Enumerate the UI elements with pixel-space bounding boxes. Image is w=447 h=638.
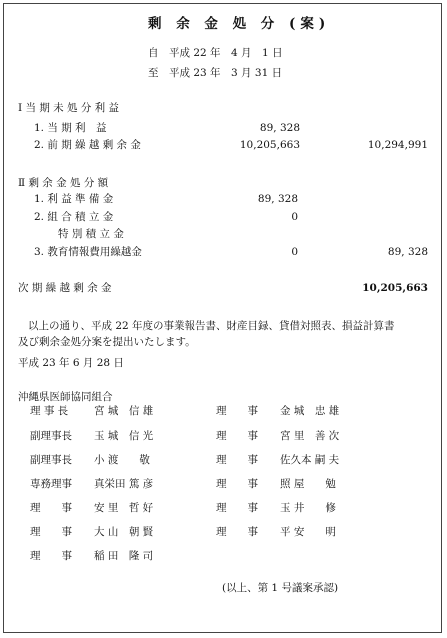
section2-item2-sub-label: 特 別 積 立 金 xyxy=(58,228,124,240)
signatory-name: 金 城 忠 雄 xyxy=(280,405,340,417)
signatory-name: 宮 里 善 次 xyxy=(280,430,340,442)
signatory-title: 理 事 xyxy=(216,526,258,538)
signatory-name: 平 安 明 xyxy=(280,526,336,538)
section1-item1-label: 1. 当 期 利 益 xyxy=(34,122,107,134)
signatory-title: 理 事 xyxy=(216,478,258,490)
document-title: 剰 余 金 処 分 (案) xyxy=(148,16,331,32)
signatory-name: 安 里 哲 好 xyxy=(94,502,154,514)
signatory-name: 照 屋 勉 xyxy=(280,478,336,490)
signatory-title: 副理事長 xyxy=(30,454,72,466)
section2-item3-value: 0 xyxy=(291,246,298,258)
carryover-label: 次 期 繰 越 剰 余 金 xyxy=(18,282,112,294)
signatory-name: 玉 城 信 光 xyxy=(94,430,154,442)
signatory-name: 稲 田 隆 司 xyxy=(94,550,154,562)
section1-item1-value: 89, 328 xyxy=(259,122,300,134)
section2-item1-value: 89, 328 xyxy=(257,193,298,205)
signatory-name: 佐久本 嗣 夫 xyxy=(280,454,340,466)
signatory-title: 理 事 xyxy=(216,405,258,417)
signatory-title: 理 事 xyxy=(30,502,72,514)
paragraph-line-2: 及び剰余金処分案を提出いたします。 xyxy=(18,336,196,348)
section2-item1-label: 1. 利 益 準 備 金 xyxy=(34,193,114,205)
approval-note: (以上、第 1 号議案承認) xyxy=(222,582,339,594)
signatory-title: 理 事 xyxy=(216,502,258,514)
signatory-title: 副理事長 xyxy=(30,430,72,442)
section1-total: 10,294,991 xyxy=(367,139,428,151)
signatory-name: 真栄田 篤 彦 xyxy=(94,478,154,490)
submission-paragraph xyxy=(18,318,436,350)
signatory-title: 理 事 xyxy=(216,430,258,442)
signatory-name: 小 渡 敬 xyxy=(94,454,150,466)
section2-total: 89, 328 xyxy=(387,246,428,258)
signatory-title: 理 事 長 xyxy=(30,405,69,417)
section1-heading: Ⅰ 当 期 未 処 分 利 益 xyxy=(18,102,120,114)
carryover-value: 10,205,663 xyxy=(362,282,428,294)
paragraph-line-1: 以上の通り、平成 22 年度の事業報告書、財産目録、貸借対照表、損益計算書 xyxy=(28,320,395,332)
period-from: 自 平成 22 年 4 月 1 日 xyxy=(148,47,283,59)
signatory-name: 玉 井 修 xyxy=(280,502,336,514)
section2-item3-label: 3. 教育情報費用繰越金 xyxy=(34,246,142,258)
signatory-title: 理 事 xyxy=(30,526,72,538)
section2-item2-value: 0 xyxy=(291,211,298,223)
organization-name: 沖縄県医師協同組合 xyxy=(18,391,113,403)
section2-heading: Ⅱ 剰 余 金 処 分 額 xyxy=(18,177,109,189)
signatory-title: 理 事 xyxy=(216,454,258,466)
signatory-title: 専務理事 xyxy=(30,478,72,490)
section1-item2-value: 10,205,663 xyxy=(239,139,300,151)
submission-date: 平成 23 年 6 月 28 日 xyxy=(18,357,124,369)
signatory-title: 理 事 xyxy=(30,550,72,562)
signatory-name: 大 山 朝 賢 xyxy=(94,526,154,538)
section1-item2-label: 2. 前 期 繰 越 剰 余 金 xyxy=(34,139,141,151)
period-to: 至 平成 23 年 3 月 31 日 xyxy=(148,67,283,79)
signatory-name: 宮 城 信 雄 xyxy=(94,405,154,417)
section2-item2-label: 2. 組 合 積 立 金 xyxy=(34,211,114,223)
